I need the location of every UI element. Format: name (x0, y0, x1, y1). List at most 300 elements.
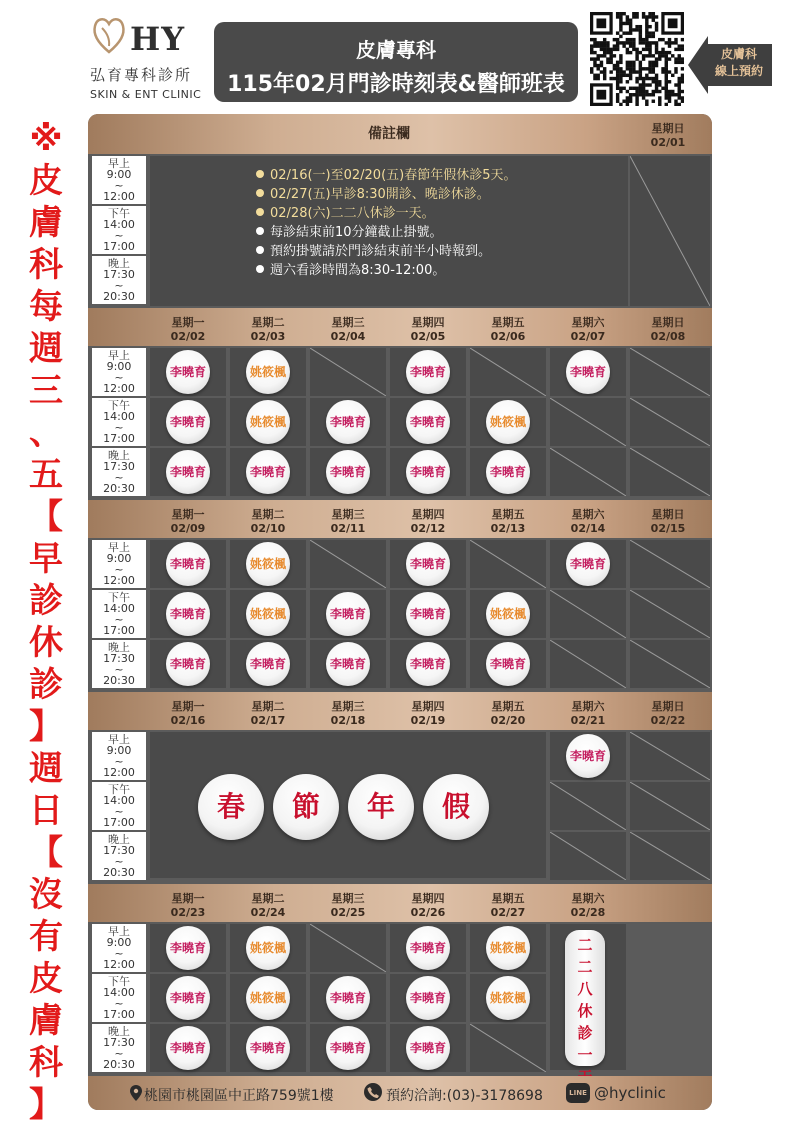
doctor-badge-yao[interactable]: 姚筱楓 (246, 976, 290, 1020)
day-date: 02/14 (570, 522, 606, 535)
doctor-badge-yao[interactable]: 姚筱楓 (246, 542, 290, 586)
day-name: 星期二 (251, 892, 285, 905)
day-date: 02/19 (410, 714, 446, 727)
day-name: 星期日 (651, 700, 685, 713)
side-notice-char: 五 (29, 455, 63, 495)
time-slot-name: 下午 (108, 591, 130, 604)
doctor-badge-li[interactable]: 李曉育 (246, 450, 290, 494)
schedule-panel (88, 114, 712, 1110)
day-name: 星期五 (491, 892, 525, 905)
day-date: 02/20 (490, 714, 526, 727)
side-notice-char: 週 (29, 749, 63, 789)
bullet-icon (256, 208, 264, 216)
closed-diagonal (630, 832, 710, 880)
time-slot-name: 晚上 (108, 1025, 130, 1038)
day-header-0220 (470, 700, 546, 728)
day-date: 02/15 (650, 522, 686, 535)
closed-diagonal (630, 448, 710, 496)
time-slot-start: 14:00 (103, 794, 135, 807)
bullet-icon (256, 189, 264, 197)
doctor-badge-li[interactable]: 李曉育 (406, 926, 450, 970)
day-name: 星期五 (491, 508, 525, 521)
day-date: 02/04 (330, 330, 366, 343)
time-slot-name: 早上 (108, 541, 130, 554)
booking-label (706, 46, 772, 80)
clinic-logo (88, 12, 208, 104)
closed-diagonal (630, 540, 710, 588)
line-app-icon[interactable]: LINE (566, 1083, 590, 1103)
day-date: 02/02 (170, 330, 206, 343)
booking-arrow[interactable] (688, 36, 772, 94)
doctor-badge-yao[interactable]: 姚筱楓 (246, 592, 290, 636)
time-slot-0 (92, 732, 146, 780)
side-notice-char: 膚 (29, 203, 63, 243)
day-name: 星期四 (411, 508, 445, 521)
day-header-0227 (470, 892, 546, 920)
day-header-0215 (630, 508, 706, 536)
doctor-badge-li[interactable]: 李曉育 (486, 450, 530, 494)
time-slot-name: 晚上 (108, 257, 130, 270)
time-slot-sep: ~ (114, 279, 124, 292)
time-slot-start: 17:30 (103, 268, 135, 281)
closed-diagonal (550, 782, 626, 830)
doctor-badge-li[interactable]: 李曉育 (166, 450, 210, 494)
holiday-char: 節 (273, 774, 339, 840)
time-slot-end: 20:30 (103, 482, 135, 495)
doctor-badge-li[interactable]: 李曉育 (406, 642, 450, 686)
doctor-badge-yao[interactable]: 姚筱楓 (486, 592, 530, 636)
day-date: 02/06 (490, 330, 526, 343)
time-slot-end: 12:00 (103, 382, 135, 395)
time-slot-1 (92, 974, 146, 1022)
day-name: 星期日 (651, 122, 685, 135)
day-header-0213 (470, 508, 546, 536)
day-header-0210 (230, 508, 306, 536)
side-notice (22, 118, 70, 1126)
time-slot-sep: ~ (114, 855, 124, 868)
time-slot-start: 17:30 (103, 652, 135, 665)
day-header-0205 (390, 316, 466, 344)
closed-diagonal (550, 640, 626, 688)
doctor-badge-li[interactable]: 李曉育 (326, 400, 370, 444)
day-header-0228 (550, 892, 626, 920)
day-name: 星期日 (651, 508, 685, 521)
time-slot-name: 晚上 (108, 833, 130, 846)
closed-label-char: 二 (577, 958, 593, 976)
day-header-0224 (230, 892, 306, 920)
side-notice-char: 】 (29, 707, 63, 747)
time-slot-2 (92, 448, 146, 496)
day-date: 02/01 (650, 136, 686, 149)
note-item (256, 261, 676, 280)
note-item (256, 166, 676, 185)
day-header-0203 (230, 316, 306, 344)
day-header-0225 (310, 892, 386, 920)
doctor-badge-li[interactable]: 李曉育 (566, 542, 610, 586)
side-notice-char: 每 (29, 287, 63, 327)
time-slot-2 (92, 832, 146, 880)
doctor-badge-yao[interactable]: 姚筱楓 (486, 926, 530, 970)
day-header-0222 (630, 700, 706, 728)
day-header-0206 (470, 316, 546, 344)
note-text: 02/27(五)早診8:30開診、晚診休診。 (270, 187, 490, 202)
closed-label-char: 一 (577, 1046, 593, 1064)
day-name: 星期日 (651, 316, 685, 329)
side-notice-char: 早 (29, 539, 63, 579)
notes-list (256, 166, 676, 280)
closed-label-char: 八 (577, 980, 593, 998)
side-notice-char: 】 (29, 1085, 63, 1125)
closed-diagonal (470, 540, 546, 588)
closed-diagonal (310, 348, 386, 396)
closed-diagonal (550, 832, 626, 880)
time-slot-start: 14:00 (103, 986, 135, 999)
notes-header: 備註欄 (368, 126, 410, 142)
time-slot-sep: ~ (114, 179, 124, 192)
time-slot-sep: ~ (114, 421, 124, 434)
holiday-char: 年 (348, 774, 414, 840)
note-text: 預約掛號請於門診結束前半小時報到。 (270, 244, 492, 259)
doctor-badge-li[interactable]: 李曉育 (486, 642, 530, 686)
day-date: 02/10 (250, 522, 286, 535)
day-date: 02/27 (490, 906, 526, 919)
doctor-badge-li[interactable]: 李曉育 (166, 350, 210, 394)
footer-phone[interactable]: 預約洽詢:(03)-3178698 (386, 1088, 543, 1104)
note-text: 週六看診時間為8:30-12:00。 (270, 263, 446, 278)
day-name: 星期四 (411, 700, 445, 713)
time-slot-start: 9:00 (106, 936, 132, 949)
closed-diagonal (630, 348, 710, 396)
day-header-0214 (550, 508, 626, 536)
day-header-0217 (230, 700, 306, 728)
bullet-icon (256, 265, 264, 273)
side-notice-char: 三 (29, 371, 63, 411)
day-name: 星期四 (411, 316, 445, 329)
time-slot-2 (92, 640, 146, 688)
day-date: 02/28 (570, 906, 606, 919)
time-slot-0 (92, 156, 146, 204)
time-slot-sep: ~ (114, 663, 124, 676)
doctor-badge-li[interactable]: 李曉育 (326, 976, 370, 1020)
day-header-0202 (150, 316, 226, 344)
logo-brand: HY (130, 20, 186, 58)
day-header-0209 (150, 508, 226, 536)
doctor-badge-li[interactable]: 李曉育 (326, 642, 370, 686)
title-line1: 皮膚專科 (356, 38, 436, 62)
time-slot-end: 12:00 (103, 958, 135, 971)
side-notice-char: 診 (29, 581, 63, 621)
bullet-icon (256, 227, 264, 235)
day-header-0223 (150, 892, 226, 920)
side-notice-char: 膚 (29, 1001, 63, 1041)
closed-diagonal (630, 640, 710, 688)
doctor-badge-li[interactable]: 李曉育 (166, 542, 210, 586)
note-item (256, 185, 676, 204)
doctor-badge-li[interactable]: 李曉育 (406, 592, 450, 636)
day-name: 星期二 (251, 316, 285, 329)
time-slot-end: 12:00 (103, 766, 135, 779)
doctor-badge-li[interactable]: 李曉育 (406, 976, 450, 1020)
time-slot-end: 17:00 (103, 624, 135, 637)
time-slot-0 (92, 924, 146, 972)
time-slot-start: 17:30 (103, 1036, 135, 1049)
day-header-0219 (390, 700, 466, 728)
time-slot-1 (92, 590, 146, 638)
closed-label-char: 診 (577, 1024, 593, 1042)
side-notice-char: 休 (29, 623, 63, 663)
time-slot-end: 12:00 (103, 574, 135, 587)
time-slot-name: 下午 (108, 207, 130, 220)
logo-name-en: SKIN & ENT CLINIC (90, 88, 202, 101)
closed-diagonal (470, 1024, 546, 1072)
time-slot-0 (92, 540, 146, 588)
day-header-sun-0201 (630, 122, 706, 150)
time-slot-sep: ~ (114, 755, 124, 768)
doctor-badge-li[interactable]: 李曉育 (406, 450, 450, 494)
day-header-0221 (550, 700, 626, 728)
time-slot-start: 14:00 (103, 218, 135, 231)
location-pin-icon (130, 1085, 142, 1101)
time-slot-1 (92, 206, 146, 254)
time-slot-start: 9:00 (106, 168, 132, 181)
side-notice-char: ※ (29, 119, 63, 159)
closed-diagonal (630, 782, 710, 830)
day-name: 星期一 (171, 892, 205, 905)
day-date: 02/18 (330, 714, 366, 727)
time-slot-name: 早上 (108, 733, 130, 746)
time-slot-sep: ~ (114, 229, 124, 242)
day-date: 02/16 (170, 714, 206, 727)
time-slot-end: 17:00 (103, 816, 135, 829)
doctor-badge-li[interactable]: 李曉育 (406, 350, 450, 394)
closed-label-char: 休 (577, 1002, 593, 1020)
phone-icon (364, 1083, 382, 1101)
day-name: 星期五 (491, 316, 525, 329)
closed-diagonal (550, 448, 626, 496)
heart-logo-icon (92, 14, 126, 54)
day-date: 02/09 (170, 522, 206, 535)
doctor-badge-li[interactable]: 李曉育 (166, 976, 210, 1020)
day-name: 星期六 (571, 508, 605, 521)
side-notice-char: 診 (29, 665, 63, 705)
time-slot-start: 9:00 (106, 552, 132, 565)
time-slot-end: 20:30 (103, 866, 135, 879)
doctor-badge-yao[interactable]: 姚筱楓 (246, 400, 290, 444)
day-name: 星期六 (571, 892, 605, 905)
doctor-badge-li[interactable]: 李曉育 (566, 734, 610, 778)
time-slot-start: 17:30 (103, 844, 135, 857)
day-date: 02/03 (250, 330, 286, 343)
closed-diagonal (310, 924, 386, 972)
doctor-badge-yao[interactable]: 姚筱楓 (246, 926, 290, 970)
side-notice-char: 沒 (29, 875, 63, 915)
time-slot-sep: ~ (114, 997, 124, 1010)
day-date: 02/26 (410, 906, 446, 919)
time-slot-name: 晚上 (108, 449, 130, 462)
side-notice-char: 週 (29, 329, 63, 369)
day-name: 星期五 (491, 700, 525, 713)
closed-diagonal (630, 732, 710, 780)
day-date: 02/21 (570, 714, 606, 727)
qr-code-icon[interactable] (590, 12, 684, 106)
day-name: 星期三 (331, 700, 365, 713)
day-date: 02/23 (170, 906, 206, 919)
doctor-badge-li[interactable]: 李曉育 (166, 642, 210, 686)
time-slot-end: 20:30 (103, 290, 135, 303)
holiday-char: 春 (198, 774, 264, 840)
day-name: 星期三 (331, 508, 365, 521)
time-slot-sep: ~ (114, 805, 124, 818)
note-item (256, 223, 676, 242)
footer (88, 1076, 712, 1110)
time-slot-sep: ~ (114, 371, 124, 384)
logo-name-cn: 弘育專科診所 (90, 66, 193, 84)
footer-address: 桃園市桃園區中正路759號1樓 (144, 1088, 334, 1104)
side-notice-char: 、 (29, 413, 63, 453)
doctor-badge-li[interactable]: 李曉育 (566, 350, 610, 394)
time-slot-sep: ~ (114, 1047, 124, 1060)
time-slot-name: 晚上 (108, 641, 130, 654)
day-date: 02/25 (330, 906, 366, 919)
time-slot-end: 20:30 (103, 674, 135, 687)
doctor-badge-li[interactable]: 李曉育 (326, 450, 370, 494)
holiday-char: 假 (423, 774, 489, 840)
time-slot-name: 早上 (108, 157, 130, 170)
doctor-badge-li[interactable]: 李曉育 (406, 1026, 450, 1070)
day-header-0212 (390, 508, 466, 536)
doctor-badge-li[interactable]: 李曉育 (166, 400, 210, 444)
day-header-0208 (630, 316, 706, 344)
doctor-badge-li[interactable]: 李曉育 (246, 1026, 290, 1070)
side-notice-char: 皮 (29, 161, 63, 201)
time-slot-name: 下午 (108, 975, 130, 988)
time-slot-1 (92, 782, 146, 830)
day-date: 02/17 (250, 714, 286, 727)
time-slot-end: 17:00 (103, 432, 135, 445)
time-slot-start: 14:00 (103, 602, 135, 615)
time-slot-2 (92, 1024, 146, 1072)
time-slot-name: 下午 (108, 399, 130, 412)
time-slot-sep: ~ (114, 471, 124, 484)
day-date: 02/24 (250, 906, 286, 919)
day-header-0216 (150, 700, 226, 728)
side-notice-char: 【 (29, 497, 63, 537)
doctor-badge-li[interactable]: 李曉育 (326, 592, 370, 636)
doctor-badge-li[interactable]: 李曉育 (406, 400, 450, 444)
day-header-0204 (310, 316, 386, 344)
booking-label-line2: 線上預約 (714, 64, 763, 78)
day-date: 02/05 (410, 330, 446, 343)
day-name: 星期三 (331, 892, 365, 905)
doctor-badge-li[interactable]: 李曉育 (246, 642, 290, 686)
day-date: 02/13 (490, 522, 526, 535)
time-slot-start: 17:30 (103, 460, 135, 473)
doctor-badge-yao[interactable]: 姚筱楓 (246, 350, 290, 394)
time-slot-name: 早上 (108, 925, 130, 938)
day-name: 星期二 (251, 508, 285, 521)
closed-diagonal (550, 398, 626, 446)
title-box (214, 22, 578, 102)
day-name: 星期六 (571, 316, 605, 329)
day-date: 02/12 (410, 522, 446, 535)
time-slot-name: 早上 (108, 349, 130, 362)
doctor-badge-yao[interactable]: 姚筱楓 (486, 976, 530, 1020)
note-item (256, 242, 676, 261)
time-slot-2 (92, 256, 146, 304)
doctor-badge-li[interactable]: 李曉育 (326, 1026, 370, 1070)
day-name: 星期一 (171, 700, 205, 713)
day-header-0211 (310, 508, 386, 536)
closed-diagonal (470, 348, 546, 396)
closed-day-label (565, 930, 605, 1066)
day-date: 02/07 (570, 330, 606, 343)
day-header-0226 (390, 892, 466, 920)
time-slot-sep: ~ (114, 563, 124, 576)
side-notice-char: 【 (29, 833, 63, 873)
doctor-badge-yao[interactable]: 姚筱楓 (486, 400, 530, 444)
closed-diagonal (310, 540, 386, 588)
time-slot-start: 9:00 (106, 744, 132, 757)
time-slot-start: 14:00 (103, 410, 135, 423)
empty-column (630, 924, 710, 1070)
time-slot-end: 17:00 (103, 240, 135, 253)
day-name: 星期四 (411, 892, 445, 905)
note-item (256, 204, 676, 223)
day-name: 星期一 (171, 508, 205, 521)
note-text: 每診結束前10分鐘截止掛號。 (270, 225, 443, 240)
footer-line-id[interactable]: @hyclinic (594, 1084, 666, 1102)
day-date: 02/11 (330, 522, 366, 535)
day-name: 星期一 (171, 316, 205, 329)
time-slot-sep: ~ (114, 613, 124, 626)
doctor-badge-li[interactable]: 李曉育 (166, 926, 210, 970)
time-slot-sep: ~ (114, 947, 124, 960)
time-slot-start: 9:00 (106, 360, 132, 373)
time-slot-0 (92, 348, 146, 396)
time-slot-end: 20:30 (103, 1058, 135, 1071)
day-date: 02/08 (650, 330, 686, 343)
time-slot-name: 下午 (108, 783, 130, 796)
closed-diagonal (630, 590, 710, 638)
note-text: 02/16(一)至02/20(五)春節年假休診5天。 (270, 168, 517, 183)
closed-diagonal (550, 590, 626, 638)
title-line2: 115年02月門診時刻表&醫師班表 (227, 72, 565, 97)
side-notice-char: 科 (29, 245, 63, 285)
day-name: 星期三 (331, 316, 365, 329)
doctor-badge-li[interactable]: 李曉育 (406, 542, 450, 586)
day-name: 星期六 (571, 700, 605, 713)
time-slot-end: 17:00 (103, 1008, 135, 1021)
booking-label-line1: 皮膚科 (720, 47, 757, 61)
note-text: 02/28(六)二二八休診一天。 (270, 206, 435, 221)
side-notice-char: 有 (29, 917, 63, 957)
day-date: 02/22 (650, 714, 686, 727)
bullet-icon (256, 246, 264, 254)
day-header-0218 (310, 700, 386, 728)
side-notice-char: 日 (29, 791, 63, 831)
side-notice-char: 科 (29, 1043, 63, 1083)
time-slot-end: 12:00 (103, 190, 135, 203)
closed-label-char: 二 (577, 936, 593, 954)
doctor-badge-li[interactable]: 李曉育 (166, 1026, 210, 1070)
bullet-icon (256, 170, 264, 178)
time-slot-1 (92, 398, 146, 446)
closed-diagonal (630, 398, 710, 446)
day-name: 星期二 (251, 700, 285, 713)
doctor-badge-li[interactable]: 李曉育 (166, 592, 210, 636)
side-notice-char: 皮 (29, 959, 63, 999)
day-header-0207 (550, 316, 626, 344)
